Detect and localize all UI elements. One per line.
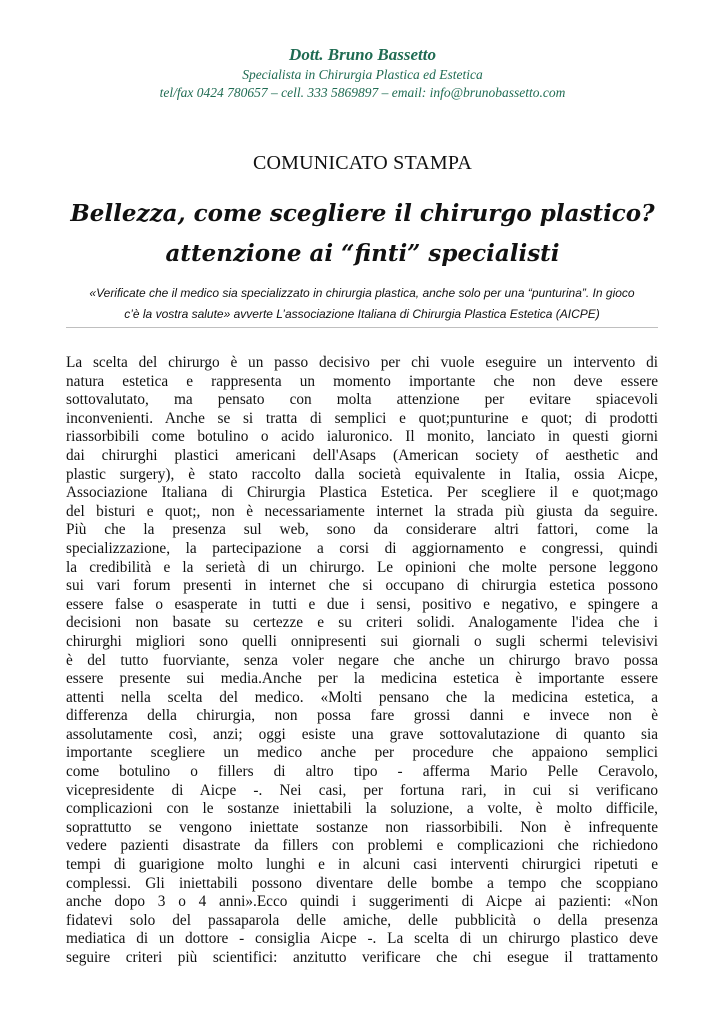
body-line: anche dopo 3 o 4 anni».Ecco quindi i suggerimenti di Aicpe ai pazienti: «Non <box>66 893 658 911</box>
doctor-specialty: Specialista in Chirurgia Plastica ed Estetica <box>242 67 483 82</box>
subtitle-line-2: c’è la vostra salute» avverte L’associazione Italiana di Chirurgia Plastica Estetica (AICPE) <box>124 307 600 321</box>
body-line: essere false o esasperate in tutti e due i sensi, positivo e negativo, e spingere a <box>66 595 658 613</box>
body-line: Più che la presenza sul web, sono da considerare altri fattori, come la <box>66 521 658 539</box>
subtitle-quote <box>62 283 662 325</box>
body-line: attenti nella scelta del medico. «Molti pensano che la medicina estetica, a <box>66 688 658 706</box>
body-line: è del tutto fuorviante, senza voler negare che anche un chirurgo bravo possa <box>66 651 658 669</box>
doctor-name: Dott. Bruno Bassetto <box>289 45 436 64</box>
body-line: la credibilità e la serietà di un chirurgo. Le opinioni che molte persone leggono <box>66 558 658 576</box>
body-line: vicepresidente di Aicpe -. Nei casi, per fortuna rari, in cui si verificano <box>66 781 658 799</box>
body-line: specializzazione, la partecipazione a corsi di aggiornamento e congressi, quindi <box>66 539 658 557</box>
body-line: tempi di guarigione molto lunghi e in alcuni casi interventi chirurgici ripetuti e <box>66 856 658 874</box>
body-line: riassorbibili come botulino o acido ialuronico. Il monito, lanciato in questi giorni <box>66 428 658 446</box>
body-line: complicazioni con le sostanze iniettabili la soluzione, a volte, è molto difficile, <box>66 800 658 818</box>
body-line: assolutamente così, anzi; oggi esiste una grave sottovalutazione di quanto sia <box>66 725 658 743</box>
body-line: soprattutto se vengono iniettate sostanze non riassorbibili. Non è infrequente <box>66 818 658 836</box>
body-line: plastic surgery), è stato raccolto dalla società equivalente in Italia, ossia Aicpe, <box>66 465 658 483</box>
body-line: complessi. Gli iniettabili possono diventare delle bombe a tempo che scoppiano <box>66 874 658 892</box>
body-line: vedere pazienti disastrate da fillers con problemi e complicazioni che richiedono <box>66 837 658 855</box>
body-line: sui vari forum presenti in internet che si occupano di chirurgia estetica possono <box>66 577 658 595</box>
body-line: natura estetica e rappresenta un momento importante che non deve essere <box>66 372 658 390</box>
body-line: sottovalutato, ma pensato con molta attenzione per evitare spiacevoli <box>66 391 658 409</box>
body-line: Associazione Italiana di Chirurgia Plastica Estetica. Per scegliere il e quot;mago <box>66 484 658 502</box>
contact-line: tel/fax 0424 780657 – cell. 333 5869897 – email: info@brunobassetto.com <box>159 85 566 100</box>
headline-line-1: Bellezza, come scegliere il chirurgo plastico? <box>70 200 655 227</box>
body-line: dai chirurghi plastici americani dell'Asaps (American society of aesthetic and <box>66 446 658 464</box>
press-release-label: COMUNICATO STAMPA <box>252 152 473 174</box>
headline-line-2: attenzione ai “finti” specialisti <box>165 240 560 267</box>
letterhead <box>0 44 725 102</box>
body-line: come botulino o fillers di altro tipo - afferma Mario Pelle Ceravolo, <box>66 763 658 781</box>
body-line: La scelta del chirurgo è un passo decisivo per chi vuole eseguire un intervento di <box>66 354 658 371</box>
body-line: fidatevi solo del passaparola delle amiche, delle pubblicità o della presenza <box>66 911 658 929</box>
body-line: inconvenienti. Anche se si tratta di semplici e quot;punturine e quot; di prodotti <box>66 409 658 427</box>
headline <box>0 194 725 274</box>
article-body <box>66 354 658 968</box>
divider-rule <box>66 327 658 328</box>
body-line: differenza della chirurgia, non possa fare grossi danni e invece non è <box>66 707 658 725</box>
subtitle-line-1: «Verificate che il medico sia specializzato in chirurgia plastica, anche solo per una “punturina”. In gioco <box>89 286 635 300</box>
body-line: importante scegliere un medico anche per procedure che appaiono semplici <box>66 744 658 762</box>
body-line: essere presente sui media.Anche per la medicina estetica è importante essere <box>66 670 658 688</box>
body-line: mediatica di un dottore - consiglia Aicpe -. La scelta di un chirurgo plastico deve <box>66 930 658 948</box>
body-line: del bisturi e quot;, non è necessariamente internet la strada più giusta da seguire. <box>66 502 658 520</box>
body-line: decisioni non basate su certezze e su criteri solidi. Analogamente l'idea che i <box>66 614 658 632</box>
body-line: seguire criteri più scientifici: anzitutto verificare che chi esegue il trattamento <box>66 949 658 966</box>
body-line: chirurghi migliori sono quelli onnipresenti sui giornali o sugli schermi televisivi <box>66 632 658 650</box>
